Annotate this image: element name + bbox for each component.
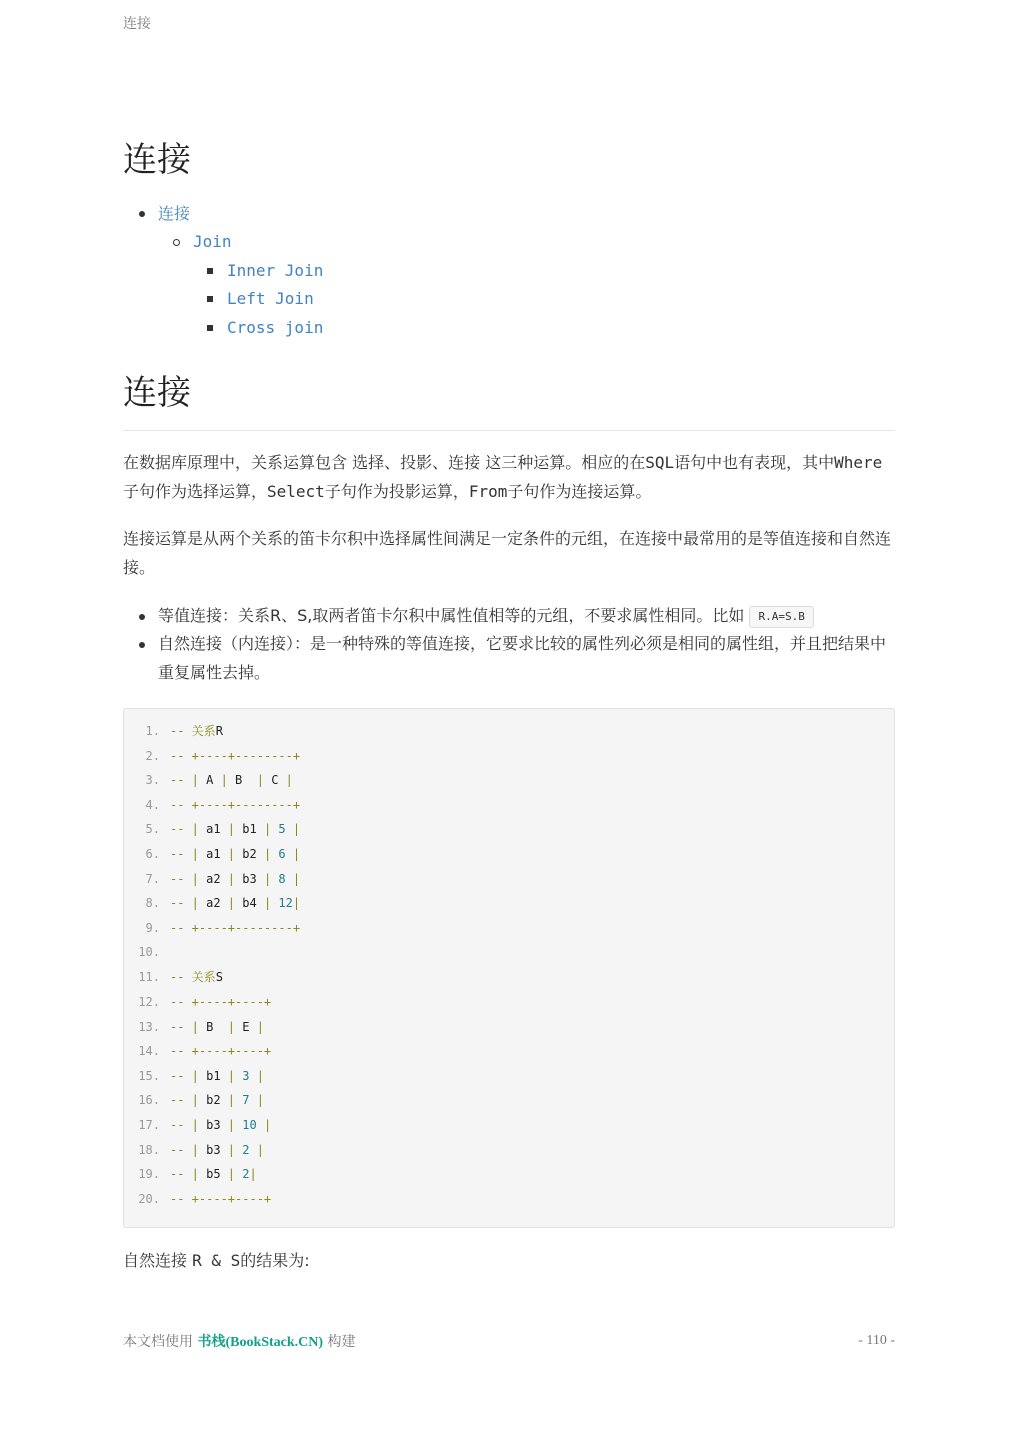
disc-bullet-icon (139, 211, 145, 217)
section-title: 连接 (123, 373, 191, 413)
paragraph-join-definition: 连接运算是从两个关系的笛卡尔积中选择属性间满足一定条件的元组，在连接中最常用的是等值连接和自然连接。 (123, 529, 892, 577)
line-number: 8. (145, 896, 160, 910)
toc-link-inner-join-label: Inner Join (227, 261, 324, 280)
circle-bullet-icon (173, 239, 180, 246)
line-number: 20. (138, 1192, 160, 1206)
line-number: 11. (138, 970, 160, 984)
line-number: 10. (138, 945, 160, 959)
text: SQL (645, 453, 675, 472)
text: 在数据库原理中，关系运算包含 (123, 453, 353, 472)
line-number: 7. (145, 872, 160, 886)
text: 选择、投影、连接 (352, 453, 481, 472)
footer-credit (123, 1331, 356, 1351)
line-number: 2. (145, 749, 160, 763)
page-number: - 110 - (858, 1333, 895, 1348)
disc-bullet-icon (139, 642, 145, 648)
text: Select (267, 481, 325, 501)
line-number: 4. (145, 798, 160, 812)
toc-link-join[interactable] (193, 232, 232, 252)
line-number: 9. (145, 921, 160, 935)
toc-link-left-join[interactable] (227, 289, 314, 309)
page-title: 连接 (123, 140, 191, 180)
text: Where (834, 453, 883, 472)
result-caption (123, 1247, 310, 1275)
text: 子句作为投影运算， (324, 481, 469, 501)
section-divider (123, 430, 895, 431)
square-bullet-icon (207, 268, 213, 274)
toc-link-left-join-label: Left Join (227, 289, 314, 308)
line-number: 6. (145, 847, 160, 861)
line-number: 16. (138, 1093, 160, 1107)
text: 本文档使用 (123, 1334, 198, 1350)
text: 的结果为: (240, 1251, 310, 1270)
square-bullet-icon (207, 296, 213, 302)
code-block: 1. -- 关系R 2. -- +----+--------+ 3. -- | A | B | C | 4. -- +----+--------+ 5. -- | a1 | b1 | 5 | 6. -- | a1 | b2 | 6 | 7. -- | a2 | b3 | 8 | 8. -- | a2 | b4 | 12| 9. -- +----+--------+ 10. 11. -- 关系S 12. -- +----+----+ 13. -- | B | E | 14. -- +----+----+ 15. -- | b1 | 3 | 16. -- | b2 | 7 | 17. -- | b3 | 10 | 18. -- | b3 | 2 | 19. -- | b5 | 2| 20. -- +----+----+ (123, 708, 895, 1228)
line-number: 13. (138, 1020, 160, 1034)
line-number: 5. (145, 822, 160, 836)
text: 构建 (323, 1334, 356, 1350)
inline-code: R.A=S.B (749, 606, 813, 628)
text: 这三种运算。相应的在 (480, 453, 646, 472)
list-item-equi-join (158, 602, 895, 631)
line-number: 1. (145, 724, 160, 738)
disc-bullet-icon (139, 614, 145, 620)
toc-link-connection[interactable]: 连接 (158, 204, 191, 223)
list-item-natural-join: 自然连接（内连接）：是一种特殊的等值连接，它要求比较的属性列必须是相同的属性组，并且把结果中重复属性去掉。 (158, 634, 887, 682)
line-number: 18. (138, 1143, 160, 1157)
text: 等值连接：关系R、S,取两者笛卡尔积中属性值相等的元组，不要求属性相同。比如 (158, 606, 750, 625)
text: R & S (192, 1251, 241, 1270)
toc-link-cross-join[interactable] (227, 318, 323, 338)
line-number: 14. (138, 1044, 160, 1058)
text: 语句中也有表现，其中 (674, 453, 835, 472)
text: 子句作为选择运算， (123, 481, 268, 501)
line-number: 17. (138, 1118, 160, 1132)
paragraph-relational-ops (123, 449, 895, 506)
line-number: 3. (145, 773, 160, 787)
toc-link-inner-join[interactable] (227, 261, 323, 281)
line-number: 19. (138, 1167, 160, 1181)
toc-link-cross-join-label: Cross join (227, 318, 324, 337)
running-header: 连接 (123, 16, 151, 32)
square-bullet-icon (207, 325, 213, 331)
line-number: 12. (138, 995, 160, 1009)
brand-link[interactable]: 书栈(BookStack.CN) (197, 1335, 324, 1350)
text: From (468, 481, 508, 501)
text: 自然连接 (123, 1251, 193, 1270)
line-number: 15. (138, 1069, 160, 1083)
toc-link-join-label: Join (193, 232, 232, 251)
text: 子句作为连接运算。 (507, 481, 652, 501)
